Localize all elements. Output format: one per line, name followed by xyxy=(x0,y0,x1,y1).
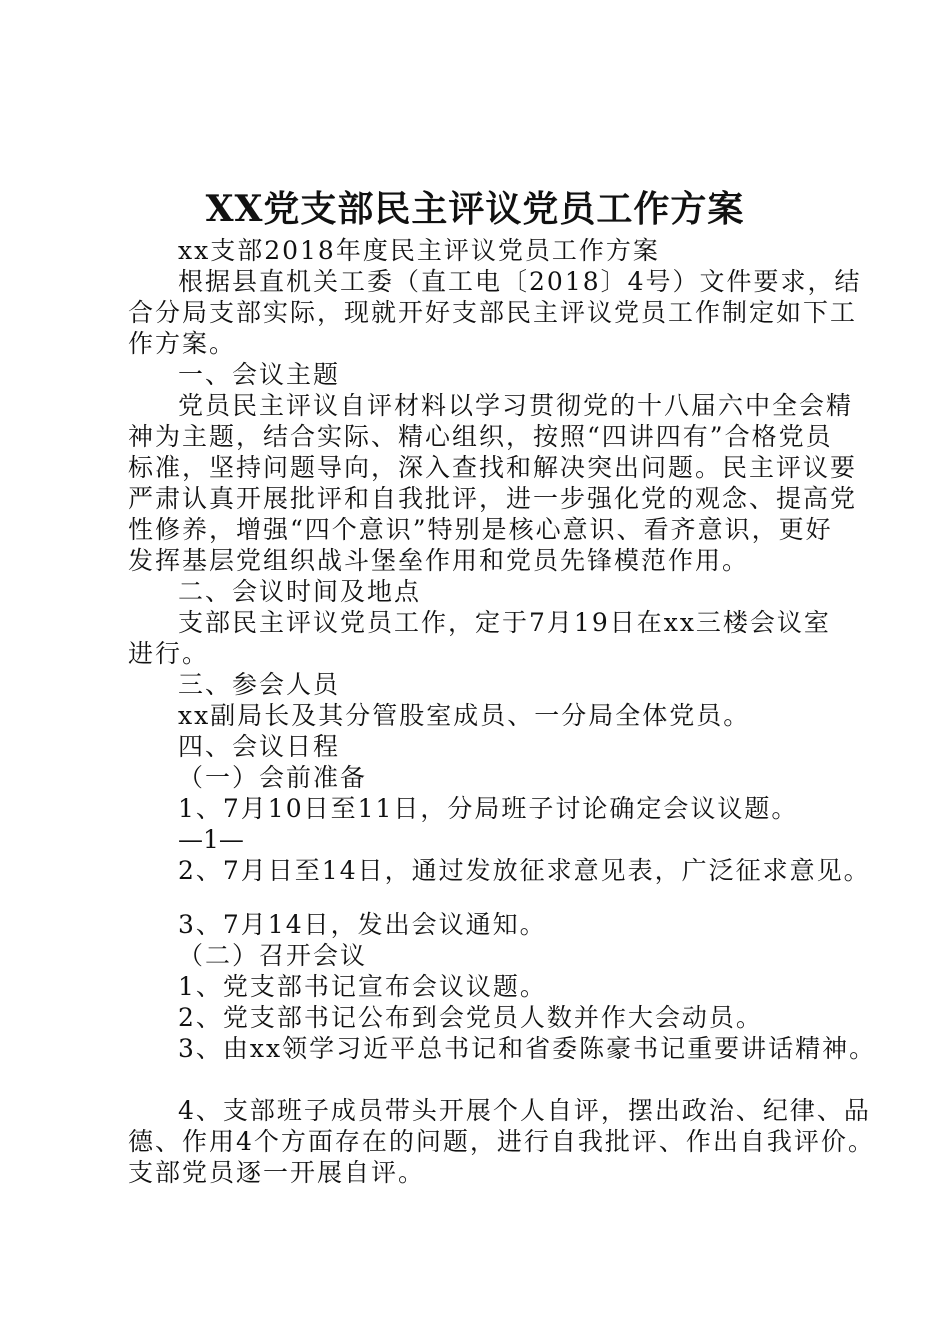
list-item: 2、7月日至14日，通过发放征求意见表，广泛征求意见。 xyxy=(178,856,871,885)
list-item: 1、党支部书记宣布会议议题。 xyxy=(178,972,547,1001)
list-item: 2、党支部书记公布到会党员人数并作大会动员。 xyxy=(178,1003,763,1032)
document-title: XX党支部民主评议党员工作方案 xyxy=(205,188,745,230)
list-item: 1、7月10日至11日，分局班子讨论确定会议议题。 xyxy=(178,794,799,823)
list-item-continuation: 德、作用4个方面存在的问题，进行自我批评、作出自我评价。 xyxy=(128,1127,875,1156)
paragraph-line: 发挥基层党组织战斗堡垒作用和党员先锋模范作用。 xyxy=(128,546,750,575)
document-subtitle: xx支部2018年度民主评议党员工作方案 xyxy=(178,236,660,265)
subsection-heading-meeting: （二）召开会议 xyxy=(178,941,368,970)
intro-line: 根据县直机关工委（直工电〔2018〕4号）文件要求，结 xyxy=(178,267,862,296)
paragraph-line: 进行。 xyxy=(128,639,210,668)
paragraph-line: 性修养，增强“四个意识”特别是核心意识、看齐意识，更好 xyxy=(128,515,833,544)
intro-line: 作方案。 xyxy=(128,329,237,358)
intro-line: 合分局支部实际，现就开好支部民主评议党员工作制定如下工 xyxy=(128,298,858,327)
paragraph-line: 支部民主评议党员工作，定于7月19日在xx三楼会议室 xyxy=(178,608,831,637)
paragraph-line: xx副局长及其分管股室成员、一分局全体党员。 xyxy=(178,701,751,730)
list-item: 3、7月14日，发出会议通知。 xyxy=(178,910,547,939)
section-heading-attendees: 三、参会人员 xyxy=(178,670,341,699)
list-item-continuation: 支部党员逐一开展自评。 xyxy=(128,1158,426,1187)
section-heading-time-place: 二、会议时间及地点 xyxy=(178,577,422,606)
paragraph-line: 党员民主评议自评材料以学习贯彻党的十八届六中全会精 xyxy=(178,391,854,420)
section-heading-agenda: 四、会议日程 xyxy=(178,732,341,761)
paragraph-line: 标准，坚持问题导向，深入查找和解决突出问题。民主评议要 xyxy=(128,453,858,482)
section-heading-theme: 一、会议主题 xyxy=(178,360,341,389)
page-number: —1— xyxy=(178,825,244,854)
paragraph-line: 神为主题，结合实际、精心组织，按照“四讲四有”合格党员 xyxy=(128,422,833,451)
list-item: 4、支部班子成员带头开展个人自评，摆出政治、纪律、品 xyxy=(178,1096,871,1125)
subsection-heading-prep: （一）会前准备 xyxy=(178,763,368,792)
paragraph-line: 严肃认真开展批评和自我批评，进一步强化党的观念、提高党 xyxy=(128,484,858,513)
list-item: 3、由xx领学习近平总书记和省委陈豪书记重要讲话精神。 xyxy=(178,1034,877,1063)
